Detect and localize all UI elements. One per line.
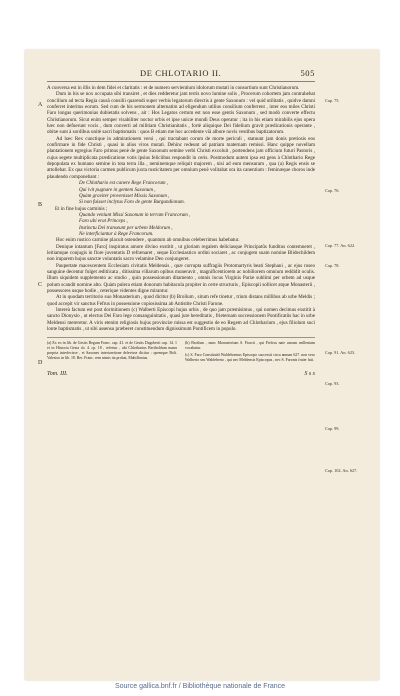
footnote: (a) Ex eo in lib. de Gestis Regum Franc. cap. 41. et de Gestis Dagoberti cap. 14. 1 et in Historia Gesta cb. 4. cp. 18 , refertur , ubi Chlotharius Bertholdum manu propria interfecisse , et Saxones interiaretione delevisse dicitur : quemque Bolt. Valesius in lib. 18. Rer. Franc. rem nimis ita probat, Mabillonius.: [47, 341, 177, 361]
margin-letter: A: [38, 102, 43, 108]
paragraph: A conversa est in illis in dem fidei et claritatis : et de numero servientium idolorum mutati in consortium sunt Christianorum.: [47, 85, 300, 91]
header-rule: [47, 81, 315, 82]
verse-line: Instinctu Dei transeunt per urbem Meldorum ,: [79, 224, 173, 231]
margin-note: Cap. 99.: [325, 426, 340, 431]
signature-mark: S s s: [304, 371, 315, 378]
margin-letter: C: [38, 282, 43, 288]
page-number: 505: [300, 68, 315, 78]
paragraph: Ad hæc Rex cunctique in admirationem versi , qui tractabant corum de morte periculi , statuunt jam donis pretiosis eos confirmare in fide Christi , quasi in alios viros mutati. Dehinc redeunt ad patriam maternam remissi. Hanc quippe novellam plantationem egregius Faro primus penè de gente Saxonum semine verbi Christi excoluit , portendens jam officium futuri Pastoris , cujus segete multiplicata prædicatione votis ipsius feliciibus respondit in ceris. Postmodum autem ipsa est gens à Chlothario Rege depopulata ex humano semine in tota terra illa , neminemque reliquit majorem , nisi ad eum mensuram , qua (a) Regis ensis se attollebat. Ex qua victoria carmen publicum juxta rusticitatem per omnium penè volitabat ora ita canentium : feminæque choros inde plaudendo componebant :: [47, 135, 315, 180]
page-content: [47, 68, 315, 377]
verse-line: Quando veniunt Missi Saxonum in terram Francorum ,: [79, 211, 191, 218]
margin-note: Cap. 75.: [325, 98, 340, 103]
source-credit: Source gallica.bnf.fr / Bibliothèque nationale de France: [114, 683, 286, 690]
document-page: [25, 50, 379, 680]
margin-note: Cap. 76.: [325, 188, 340, 193]
running-header: [47, 68, 315, 78]
verse-line: Et in fine hujus carminis ;: [55, 205, 108, 212]
header-title: DE CHLOTARIO II.: [140, 68, 222, 78]
verse-line: Qui ivit pugnare in gentem Saxonum ,: [79, 186, 156, 193]
margin-note: Cap. 91. An. 623.: [325, 350, 356, 355]
verse-block: [47, 180, 315, 237]
verse-line: De Chlothario est canere Rege Francorum ,: [79, 180, 169, 187]
footnote: [185, 341, 315, 363]
paragraph: At in quodam territorio suo Monasterium , quod dicitur (b) Broilum , situm refe tinetur , trium distans millibus ab urbe Meldis ; quod accepit vir sanctus Fefrus in possessione copiosissima ab Antistite Christi Farone.: [47, 294, 315, 307]
page-footer: [47, 371, 315, 377]
verse-line: Quàm graviter provenisset Missis Saxonum ,: [79, 192, 170, 199]
margin-letter: D: [38, 360, 43, 366]
footnote-text: (c) S. Faro Constituitâ Waldeboenus Episcopo successit circa annum 627. non vero Walberto seu Waldeberto , qui nec Meldensis Episcopus , nec S. Faronis frater fuit.: [185, 353, 315, 363]
paragraph: Paupertate macescentem Ecclesiam civitatis Meldensis , quæ corrupta suffragiis Protomartyris beati Stephani , ac ejus roseo sanguine decentur fulget æditiicata , ditissima villarum opibus muneravit , magnificentiorem ac nobiliorem omnium reddidit oculis. Illum siquidem supplemento ac studio , quin possessionum ditamento , omnis locus Virginis Pariæ sublimi per orbem ad usque polum scandit nomine alto. Quàm pulera etiam donorum habitacula propiter in certe structuris , Episcopii sollicet atque Monasterii , possessores usque hodie , ceterique videntes digne mirantur.: [47, 262, 315, 294]
margin-note: Cap. 93.: [325, 381, 340, 386]
footnote-text: (b) Broilum , nunc Monasterium S. Fiacrii , qui Fiefrus nate uncum millenium vocabatur.: [185, 341, 315, 351]
verse-line: Ne interficiantur à Rege Francorum.: [79, 230, 154, 237]
verse-line: Faro ubi erat Princeps ,: [79, 218, 128, 225]
volume-label: Tom. III.: [47, 371, 68, 378]
paragraph: Denique intantum [Faro] inspiratus amore divino exstitit , ut gloriam regalem deliciasque Principatûs funditus contemneret , leitiamque conjugis in flore juventutis D refrænaret , seque Ecclesiastico ordini sociaret , ac conjugem suam nomine Blidechildem non imparem hujus sanctæ voluntatis sacro velamine Deo conjungeret.: [47, 243, 315, 263]
paragraph: Dum in his se nox occupata sibi transiret , et dies redderetur jam terris novo lumine solis , Procerum cohortem jam contrahebat concilium ad tecta Regia causâ consilii quarendi super verbis legatorum directis à gente Saxonum : vel quid utilitatis , quidve damni conferret interitus eorum. Sed cum de his sermonem alternatim ad eligendum utilius consilium conferrent , inter eos miles Christi Faro longas querimonias dubietatis solvens , ait : Hos Legatos certum est non esse gentis Saxonum , sed modò converte effectu Christianorum. Sicut enim semper visabiliter noctur orbis et ipse unicæ mundi Deus operatur ; ita in his etiam mirabilis ejus opera hæc non defuerunt vocis , dum converti ad militiam Christianitatis , fortè aliquique Dei fidelium gravit prædicationis operante , obitæ sunt à sordibus unitè sacri baptismatis : quos B etiam me hoc accedente viâ albore novis vestibus baptizatorum.: [47, 91, 315, 136]
paragraph: Intereà factum est post dormitionem (c) Walberti Episcopi hujus urbis , de quo jam præmisimus , qui nomen decimus exstitit à sancto Dionysio , ut electus Dei Faro lege consanguinitatis , quasi jure hereditatis , frieternam successionem Pontificatûs hac in urbe Meldensi mereretur. A viris etenim religiosis hujus provinciæ missa est suggestio de eo Regem ad Chlotharium , ejus filiolum suci lonte baptismatis , ut sibi assensu præberet constituendum dignissimum Pontificem in populo.: [47, 307, 315, 333]
margin-note: Cap. 78.: [325, 263, 340, 268]
paragraph: Hoc enim rustico carmine placuit ostendere , quantum ab omnibus celeberrimus habebatur.: [56, 237, 240, 244]
margin-letter: B: [38, 202, 43, 208]
margin-note: Cap. 102. An. 627.: [325, 468, 358, 473]
main-text: [47, 85, 315, 332]
margin-note: Cap. 77. An. 622.: [325, 243, 356, 248]
verse-line: Si non fuisset inclytus Faro de gente Burgundionum.: [79, 199, 185, 206]
footnotes: [47, 337, 315, 363]
